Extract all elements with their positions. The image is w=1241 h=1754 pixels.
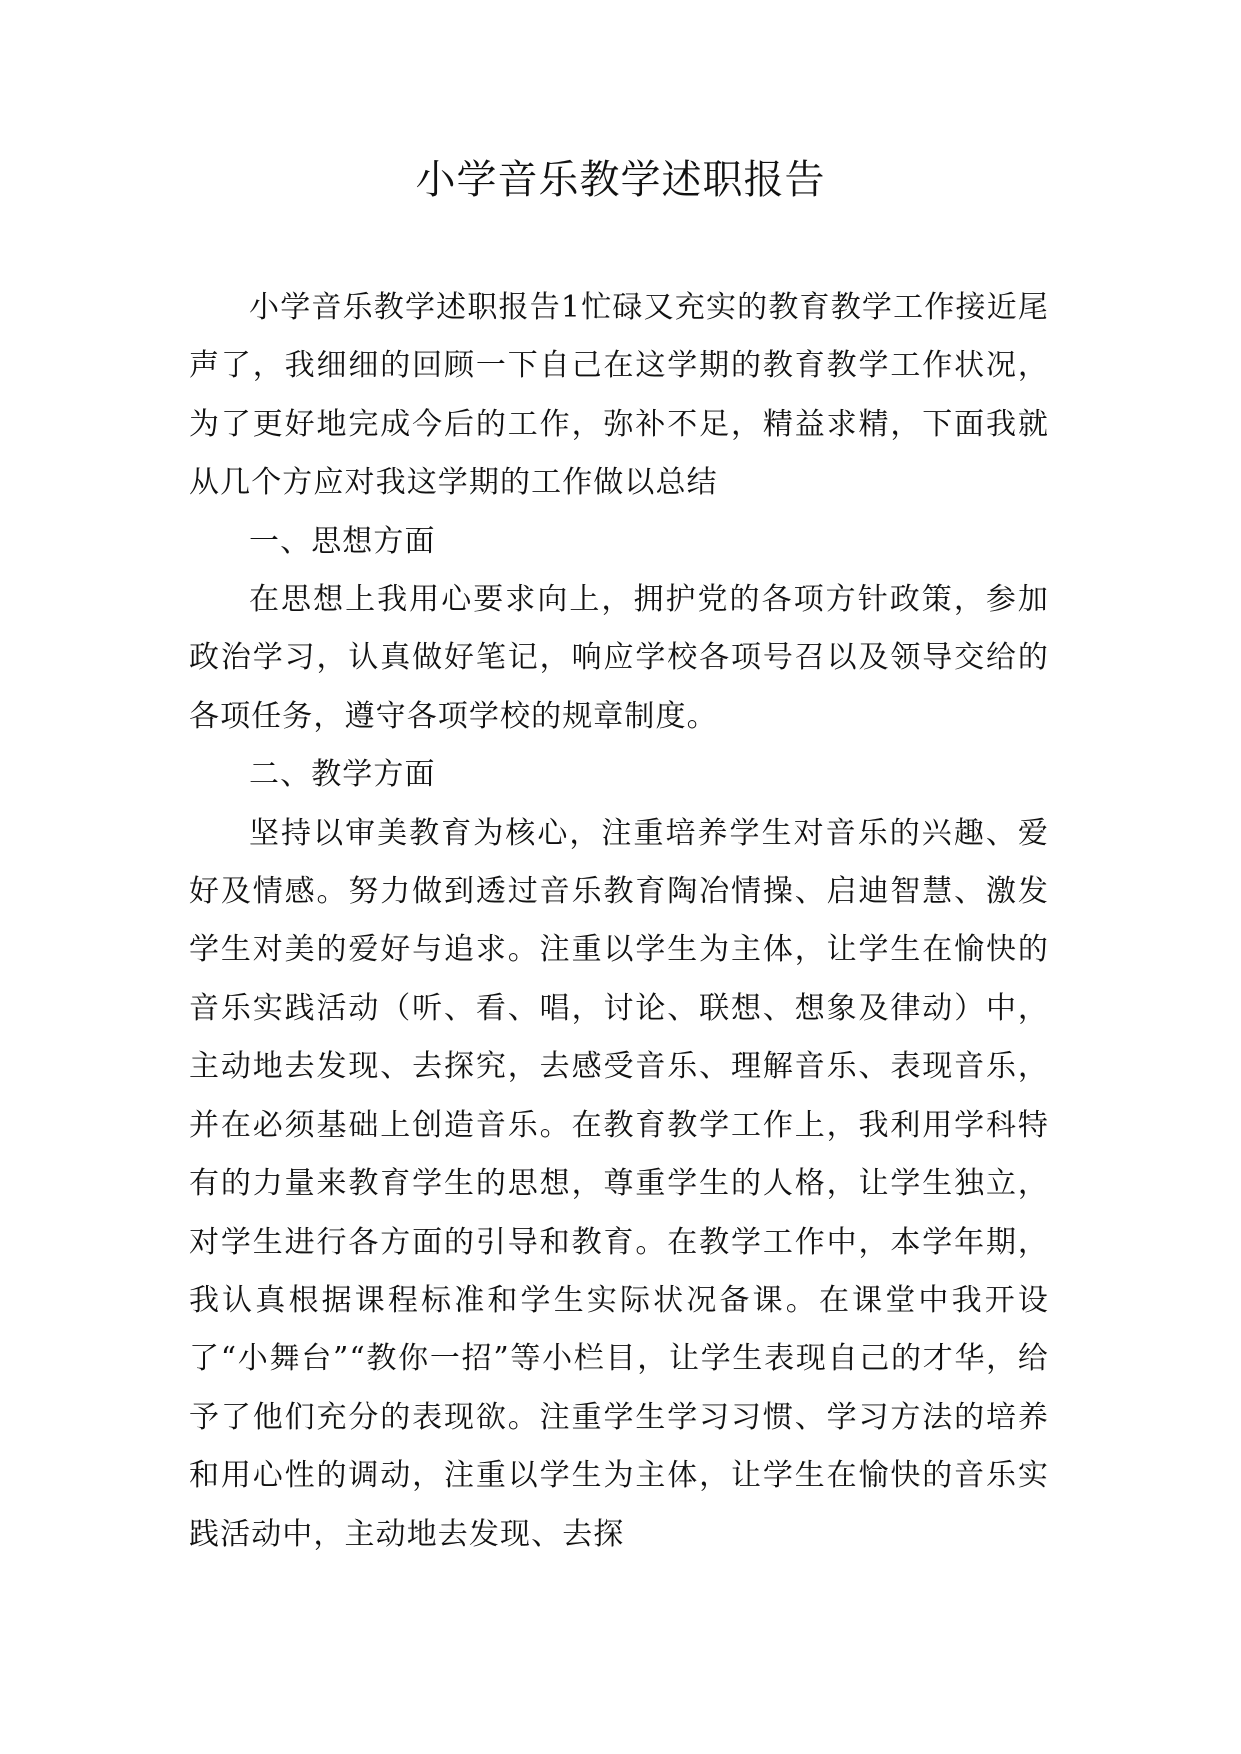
section-heading-teaching: 二、教学方面 (249, 757, 436, 793)
intro-paragraph: 小学音乐教学述职报告1忙碌又充实的教育教学工作接近尾声了，我细细的回顾一下自己在这学期的教育教学工作状况，为了更好地完成今后的工作，弥补不足，精益求精，下面我就从几个方应对我这学期的工作做以总结 (189, 290, 1049, 501)
document-title: 小学音乐教学述职报告 (415, 157, 826, 203)
thought-paragraph: 在思想上我用心要求向上，拥护党的各项方针政策，参加政治学习，认真做好笔记，响应学校各项号召以及领导交给的各项任务，遵守各项学校的规章制度。 (189, 582, 1049, 734)
teaching-paragraph: 坚持以审美教育为核心，注重培养学生对音乐的兴趣、爱好及情感。努力做到透过音乐教育陶冶情操、启迪智慧、激发学生对美的爱好与追求。注重以学生为主体，让学生在愉快的音乐实践活动（听、看、唱，讨论、联想、想象及律动）中，主动地去发现、去探究，去感受音乐、理解音乐、表现音乐，并在必须基础上创造音乐。在教育教学工作上，我利用学科特有的力量来教育学生的思想，尊重学生的人格，让学生独立，对学生进行各方面的引导和教育。在教学工作中，本学年期，我认真根据课程标准和学生实际状况备课。在课堂中我开设了“小舞台”“教你一招”等小栏目，让学生表现自己的才华，给予了他们充分的表现欲。注重学生学习习惯、学习方法的培养和用心性的调动，注重以学生为主体，让学生在愉快的音乐实践活动中，主动地去发现、去探 (189, 815, 1049, 1552)
document-body (189, 279, 1049, 1564)
section-heading-thought: 一、思想方面 (249, 523, 436, 559)
